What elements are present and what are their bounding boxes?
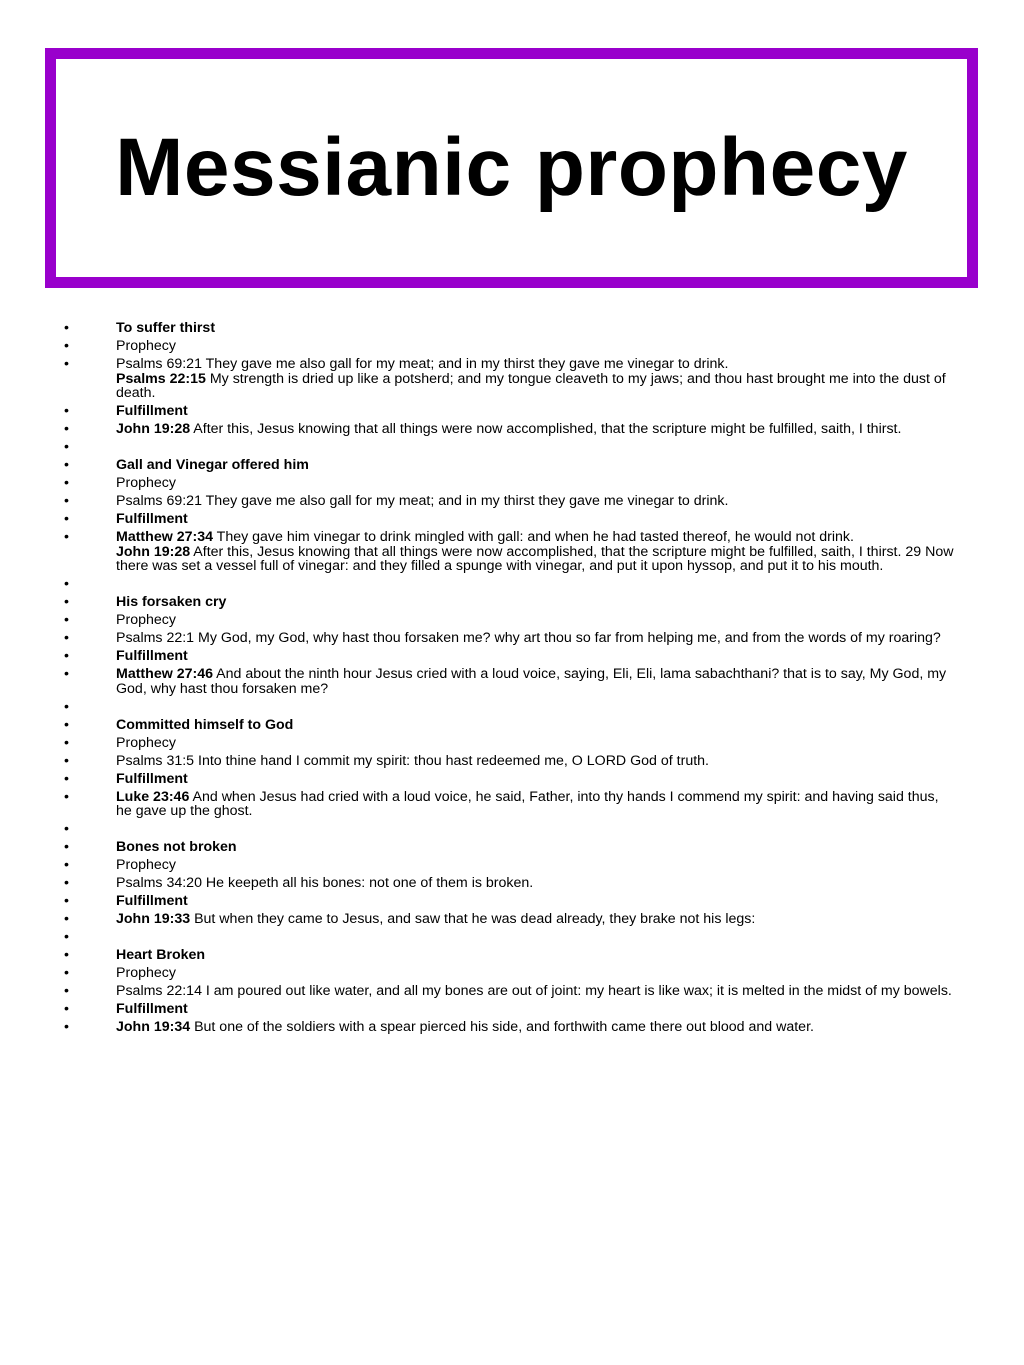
empty-line — [116, 929, 120, 945]
list-item-content — [116, 857, 176, 873]
section-heading: Fulfillment — [116, 648, 188, 664]
list-item-content — [116, 403, 188, 419]
bullet-marker: • — [64, 403, 69, 419]
empty-line — [116, 576, 120, 592]
list-item-content — [116, 875, 533, 891]
list-item — [0, 754, 1024, 769]
bullet-marker: • — [64, 983, 69, 999]
list-item-content — [116, 821, 120, 837]
prophecy-list — [0, 321, 1024, 1038]
list-item — [0, 577, 1024, 592]
bullet-marker: • — [64, 947, 69, 963]
bullet-marker: • — [64, 965, 69, 981]
list-item — [0, 613, 1024, 628]
list-item — [0, 530, 1024, 574]
bullet-marker: • — [64, 788, 69, 805]
bullet-marker: • — [64, 493, 69, 509]
list-item-content — [116, 576, 120, 592]
list-item-content — [116, 594, 226, 610]
section-heading: To suffer thirst — [116, 320, 216, 336]
section-heading: Bones not broken — [116, 839, 237, 855]
list-item — [0, 458, 1024, 473]
list-item — [0, 948, 1024, 963]
bullet-marker: • — [64, 594, 69, 610]
bullet-marker: • — [64, 576, 69, 592]
bullet-marker: • — [64, 752, 69, 769]
scripture-reference: Psalms 22:15 — [116, 370, 206, 387]
list-item — [0, 790, 1024, 819]
list-item — [0, 858, 1024, 873]
item-text: Psalms 22:1 My God, my God, why hast thou forsaken me? why art thou so far from helping me, and from the words of my roaring? — [116, 630, 941, 646]
verse-text: But when they came to Jesus, and saw that he was dead already, they brake not his legs: — [190, 911, 756, 927]
section-heading: Fulfillment — [116, 770, 188, 787]
list-item-content — [116, 475, 176, 491]
bullet-marker: • — [64, 911, 69, 927]
section-heading: Committed himself to God — [116, 716, 294, 733]
empty-line — [116, 439, 120, 455]
list-item-content — [116, 911, 755, 927]
verse-text: And when Jesus had cried with a loud voice, he said, Father, into thy hands I commend my spirit: and having said thus, he gave up the ghost. — [116, 788, 939, 819]
bullet-marker: • — [64, 475, 69, 491]
bullet-marker: • — [64, 356, 69, 372]
list-item-content — [116, 320, 215, 336]
list-item-content — [116, 648, 188, 664]
additional-verse — [116, 545, 954, 574]
list-item — [0, 321, 1024, 336]
scripture-reference: Matthew 27:34 — [116, 529, 213, 545]
bullet-marker: • — [64, 1001, 69, 1017]
section-heading: Fulfillment — [116, 893, 188, 909]
bullet-marker: • — [64, 648, 69, 664]
list-item — [0, 700, 1024, 715]
list-item-content — [116, 666, 946, 697]
bullet-marker: • — [64, 630, 69, 646]
list-item-content — [116, 983, 952, 999]
list-item — [0, 718, 1024, 733]
page-title: Messianic prophecy — [115, 122, 908, 213]
list-item-content — [116, 771, 188, 787]
bullet-marker: • — [64, 857, 69, 873]
list-item — [0, 422, 1024, 437]
bullet-marker: • — [64, 698, 69, 715]
bullet-marker: • — [64, 839, 69, 855]
list-item-content — [116, 1001, 188, 1017]
item-text: Prophecy — [116, 965, 176, 981]
section-heading: His forsaken cry — [116, 594, 227, 610]
list-item — [0, 649, 1024, 664]
list-item-content — [116, 753, 709, 769]
bullet-marker: • — [64, 734, 69, 751]
verse-text: They gave him vinegar to drink mingled with gall: and when he had tasted thereof, he would not drink. — [212, 529, 854, 545]
bullet-marker: • — [64, 929, 69, 945]
list-item-content — [116, 493, 728, 509]
list-item-content — [116, 947, 205, 963]
list-item — [0, 595, 1024, 610]
empty-line — [116, 699, 120, 715]
bullet-marker: • — [64, 1019, 69, 1035]
list-item — [0, 667, 1024, 696]
list-item-content — [116, 699, 120, 715]
scripture-reference: John 19:34 — [116, 1019, 191, 1035]
list-item-content — [116, 612, 176, 628]
verse-text: But one of the soldiers with a spear pierced his side, and forthwith came there out blood and water. — [190, 1019, 814, 1035]
list-item — [0, 357, 1024, 401]
list-item — [0, 966, 1024, 981]
bullet-marker: • — [64, 511, 69, 527]
list-item-content — [116, 421, 901, 437]
bullet-marker: • — [64, 893, 69, 909]
verse-text: After this, Jesus knowing that all things were now accomplished, that the scripture might be fulfilled, saith, I thirst. 29 Now there was set a vessel full of vinegar: and they filled a spunge with vinegar, and put it upon hyssop, and put it to his mouth. — [116, 543, 954, 574]
item-text: Psalms 22:14 I am poured out like water, and all my bones are out of joint: my heart is like wax; it is melted in the midst of my bowels. — [116, 983, 952, 999]
bullet-marker: • — [64, 666, 69, 682]
list-item-content — [116, 839, 237, 855]
item-text: Psalms 69:21 They gave me also gall for my meat; and in my thirst they gave me vinegar to drink. — [116, 493, 729, 509]
section-heading: Fulfillment — [116, 403, 188, 419]
list-item — [0, 894, 1024, 909]
item-text: Prophecy — [116, 475, 176, 491]
verse-text: And about the ninth hour Jesus cried with a loud voice, saying, Eli, Eli, lama sabachthani? that is to say, My God, my God, why hast thou forsaken me? — [116, 666, 947, 697]
scripture-reference: Luke 23:46 — [116, 788, 190, 805]
bullet-marker: • — [64, 716, 69, 733]
scripture-reference: John 19:33 — [116, 911, 191, 927]
item-text: Psalms 31:5 Into thine hand I commit my spirit: thou hast redeemed me, O LORD God of truth. — [116, 752, 709, 769]
scripture-reference: John 19:28 — [116, 543, 191, 560]
empty-line — [116, 821, 120, 837]
list-item-content — [116, 356, 954, 401]
list-item-content — [116, 338, 176, 354]
item-text: Prophecy — [116, 857, 176, 873]
section-heading: Fulfillment — [116, 1001, 188, 1017]
verse-text: After this, Jesus knowing that all things were now accomplished, that the scripture might be fulfilled, saith, I thirst. — [190, 421, 902, 437]
list-item — [0, 440, 1024, 455]
list-item — [0, 840, 1024, 855]
item-text: Prophecy — [116, 734, 176, 751]
bullet-marker: • — [64, 821, 69, 837]
verse-text: My strength is dried up like a potsherd; and my tongue cleaveth to my jaws; and thou hast brought me into the dust of death. — [116, 370, 946, 401]
bullet-marker: • — [64, 875, 69, 891]
list-item-content — [116, 439, 120, 455]
section-heading: Fulfillment — [116, 511, 188, 527]
list-item — [0, 1002, 1024, 1017]
item-text: Prophecy — [116, 612, 176, 628]
list-item — [0, 912, 1024, 927]
list-item — [0, 631, 1024, 646]
bullet-marker: • — [64, 612, 69, 628]
list-item — [0, 404, 1024, 419]
list-item — [0, 339, 1024, 354]
list-item — [0, 1020, 1024, 1035]
list-item-content — [116, 735, 176, 751]
scripture-reference: Matthew 27:46 — [116, 666, 213, 682]
list-item — [0, 930, 1024, 945]
list-item — [0, 476, 1024, 491]
list-item — [0, 984, 1024, 999]
scripture-reference: John 19:28 — [116, 421, 191, 437]
list-item-content — [116, 511, 188, 527]
section-heading: Heart Broken — [116, 947, 206, 963]
list-item — [0, 772, 1024, 787]
item-text: Prophecy — [116, 338, 176, 354]
list-item-content — [116, 965, 176, 981]
list-item-content — [116, 630, 941, 646]
list-item-content — [116, 717, 293, 733]
bullet-marker: • — [64, 338, 69, 354]
list-item — [0, 512, 1024, 527]
list-item-content — [116, 1019, 814, 1035]
list-item-content — [116, 529, 954, 574]
list-item-content — [116, 929, 120, 945]
bullet-marker: • — [64, 421, 69, 437]
bullet-marker: • — [64, 770, 69, 787]
section-heading: Gall and Vinegar offered him — [116, 457, 309, 473]
list-item-content — [116, 789, 939, 820]
bullet-marker: • — [64, 320, 69, 336]
bullet-marker: • — [64, 439, 69, 455]
item-text: Psalms 34:20 He keepeth all his bones: not one of them is broken. — [116, 875, 534, 891]
list-item-content — [116, 457, 309, 473]
additional-verse — [116, 372, 954, 401]
list-item-content — [116, 893, 188, 909]
bullet-marker: • — [64, 457, 69, 473]
verse-text: Psalms 69:21 They gave me also gall for my meat; and in my thirst they gave me vinegar to drink. — [116, 356, 729, 372]
list-item — [0, 822, 1024, 837]
title-box — [45, 48, 978, 288]
bullet-marker: • — [64, 529, 69, 545]
list-item — [0, 736, 1024, 751]
list-item — [0, 494, 1024, 509]
list-item — [0, 876, 1024, 891]
